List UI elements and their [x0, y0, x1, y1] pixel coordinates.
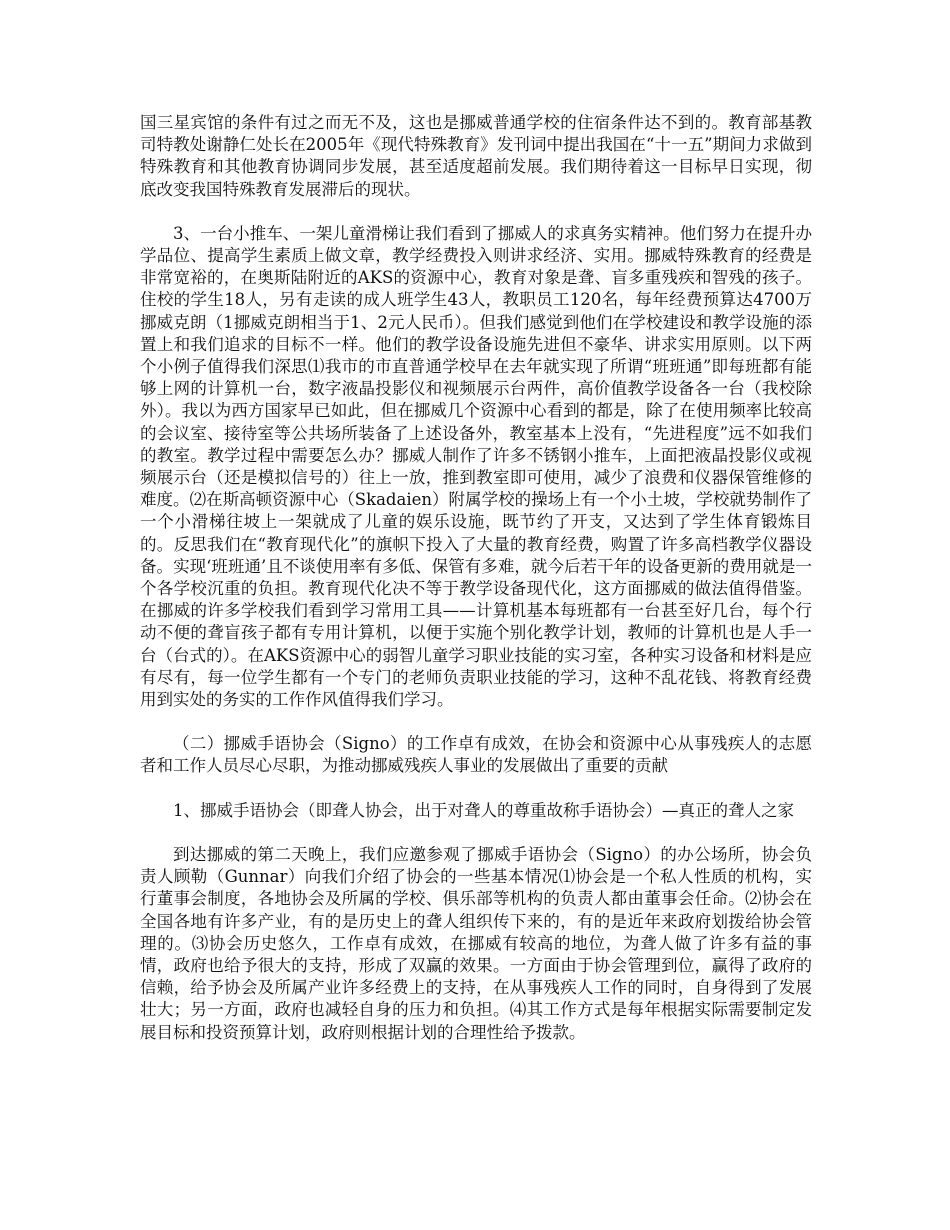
paragraph-practical-spirit: 3、一台小推车、一架儿童滑梯让我们看到了挪威人的求真务实精神。他们努力在提升办学品位、提高学生素质上做文章，教学经费投入则讲求经济、实用。挪威特殊教育的经费是非常宽裕的，在奥斯陆附近的AKS的资源中心，教育对象是聋、盲多重残疾和智残的孩子。住校的学生18人，另有走读的成人班学生43人，教职员工120名，每年经费预算达4700万挪威克朗（1挪威克朗相当于1、2元人民币）。但我们感觉到他们在学校建设和教学设施的添置上和我们追求的目标不一样。他们的教学设备设施先进但不豪华、讲求实用原则。以下两个小例子值得我们深思⑴我市的市直普通学校早在去年就实现了所谓“班班通”即每班都有能够上网的计算机一台，数字液晶投影仪和视频展示台两件，高价值教学设备各一台（我校除外）。我以为西方国家早已如此，但在挪威几个资源中心看到的都是，除了在使用频率比较高的会议室、接待室等公共场所装备了上述设备外，教室基本上没有，“先进程度”远不如我们的教室。教学过程中需要怎么办？挪威人制作了许多不锈钢小推车，上面把液晶投影仪或视频展示台（还是模拟信号的）往上一放，推到教室即可使用，减少了浪费和仪器保管维修的难度。⑵在斯高顿资源中心（Skadaien）附属学校的操场上有一个小土坡，学校就势制作了一个小滑梯往坡上一架就成了儿童的娱乐设施，既节约了开支，又达到了学生体育锻炼目的。反思我们在“教育现代化”的旗帜下投入了大量的教育经费，购置了许多高档教学仪器设备。实现‘班班通’且不谈使用率有多低、保管有多难，就今后若干年的设备更新的费用就是一个各学校沉重的负担。教育现代化决不等于教学设备现代化，这方面挪威的做法值得借鉴。在挪威的许多学校我们看到学习常用工具——计算机基本每班都有一台甚至好几台，每个行动不便的聋盲孩子都有专用计算机，以便于实施个别化教学计划，教师的计算机也是人手一台（台式的）。在AKS资源中心的弱智儿童学习职业技能的实习室，各种实习设备和材料是应有尽有，每一位学生都有一个专门的老师负责职业技能的学习，这种不乱花钱、将教育经费用到实处的务实的工作作风值得我们学习。	[140, 223, 812, 710]
paragraph-gap	[140, 201, 812, 223]
paragraph-intro-continuation: 国三星宾馆的条件有过之而无不及，这也是挪威普通学校的住宿条件达不到的。教育部基教司特教处谢静仁处长在2005年《现代特殊教育》发刊词中提出我国在“十一五”期间力求做到特殊教育和其他教育协调同步发展，甚至适度超前发展。我们期待着这一目标早日实现，彻底改变我国特殊教育发展滞后的现状。	[140, 113, 812, 199]
paragraph-gap	[140, 711, 812, 733]
paragraph-gap	[140, 822, 812, 844]
paragraph-signo-visit: 到达挪威的第二天晚上，我们应邀参观了挪威手语协会（Signo）的办公场所，协会负责人顾勒（Gunnar）向我们介绍了协会的一些基本情况⑴协会是一个私人性质的机构，实行董事会制度，各地协会及所属的学校、俱乐部等机构的负责人都由董事会任命。⑵协会在全国各地有许多产业，有的是历史上的聋人组织传下来的，有的是近年来政府划拨给协会管理的。⑶协会历史悠久，工作卓有成效，在挪威有较高的地位，为聋人做了许多有益的事情，政府也给予很大的支持，形成了双赢的效果。一方面由于协会管理到位，赢得了政府的信赖，给予协会及所属产业许多经费上的支持，在从事残疾人工作的同时，自身得到了发展壮大；另一方面，政府也减轻自身的压力和负担。⑷其工作方式是每年根据实际需要制定发展目标和投资预算计划，政府则根据计划的合理性给予拨款。	[140, 844, 812, 1042]
section-heading-signo: （二）挪威手语协会（Signo）的工作卓有成效，在协会和资源中心从事残疾人的志愿者和工作人员尽心尽职，为推动挪威残疾人事业的发展做出了重要的贡献	[140, 734, 812, 776]
paragraph-gap	[140, 778, 812, 800]
subsection-heading-deaf-home: 1、挪威手语协会（即聋人协会，出于对聋人的尊重故称手语协会）—真正的聋人之家	[173, 800, 794, 820]
document-page	[140, 112, 812, 1044]
